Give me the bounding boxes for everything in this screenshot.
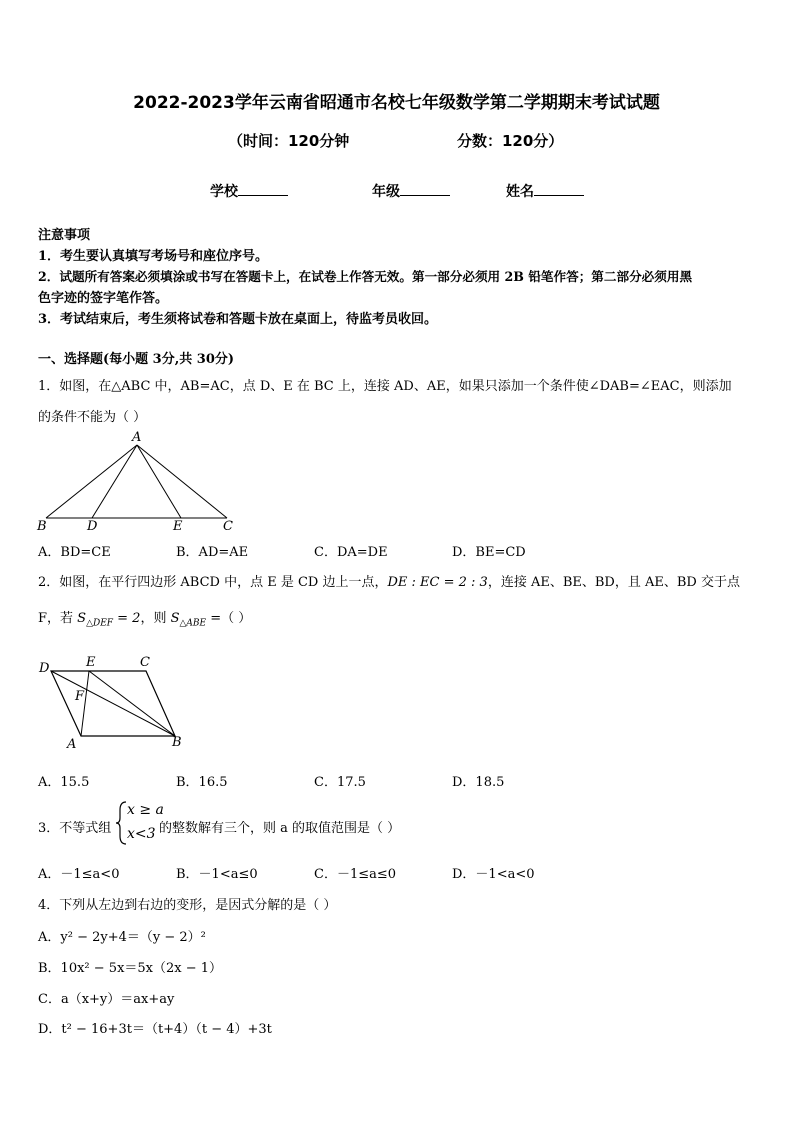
q1-option-c[interactable]: C．DA=DE [314, 545, 388, 560]
q1-label-e: E [173, 519, 183, 534]
q4-option-c[interactable]: C．a（x+y）＝ax+ay [38, 992, 175, 1007]
q3-stem-prefix: 3．不等式组 [38, 821, 112, 836]
q2-label-c: C [140, 655, 150, 670]
name-label: 姓名 [506, 184, 534, 200]
grade-field [372, 181, 450, 201]
q1-stem-line1: 1．如图，在△ABC 中，AB=AC，点 D、E 在 BC 上，连接 AD、AE，如果只添加一个条件使∠DAB=∠EAC，则添加 [38, 379, 732, 394]
q1-label-b: B [37, 519, 47, 534]
school-label: 学校 [210, 184, 238, 200]
q3-option-a[interactable]: A．－1≤a<0 [38, 867, 120, 882]
q3-option-c[interactable]: C．－1≤a≤0 [314, 867, 397, 882]
q3-inequality-2: x<3 [127, 826, 156, 842]
q2-stem-line2 [38, 607, 251, 629]
q2-area-sub: △DEF [86, 618, 114, 629]
grade-label: 年级 [372, 184, 400, 200]
q2-option-d[interactable]: D．18.5 [452, 775, 505, 790]
school-blank [238, 183, 288, 196]
q2-label-f: F [75, 689, 85, 704]
q2-label-e: E [86, 655, 96, 670]
q3-inequality-1: x ≥ a [127, 802, 164, 818]
q2-stem-part5: =（ ） [206, 611, 252, 626]
school-field [210, 181, 288, 201]
q2-label-d: D [39, 661, 50, 676]
notice-item: 2．试题所有答案必须填涂或书写在答题卡上，在试卷上作答无效。第一部分必须用 2B 铅笔作答；第二部分必须用黑 [38, 269, 693, 284]
section-heading: 一、选择题(每小题 3分,共 30分) [38, 352, 235, 367]
q4-option-a[interactable]: A．y² − 2y+4＝（y − 2）² [38, 930, 206, 945]
q1-option-b[interactable]: B．AD=AE [176, 545, 249, 560]
notice-item: 1．考生要认真填写考场号和座位序号。 [38, 249, 269, 264]
q2-parallelogram-figure [34, 652, 194, 754]
q1-stem-line2: 的条件不能为（ ） [38, 410, 147, 425]
q4-option-d[interactable]: D．t² − 16+3t＝（t+4）（t − 4）+3t [38, 1022, 272, 1037]
q4-stem: 4．下列从左边到右边的变形，是因式分解的是（ ） [38, 898, 337, 913]
q2-area-symbol: S [77, 611, 87, 626]
q1-label-a: A [132, 430, 142, 445]
q1-label-d: D [87, 519, 98, 534]
name-blank [534, 183, 584, 196]
q4-option-b[interactable]: B．10x² − 5x＝5x（2x − 1） [38, 961, 223, 976]
q1-label-c: C [223, 519, 233, 534]
grade-blank [400, 183, 450, 196]
notice-item: 色字迹的签字笔作答。 [38, 291, 169, 306]
q2-stem-part2: ，连接 AE、BE、BD，且 AE、BD 交于点 [487, 575, 740, 590]
q2-area-value: = 2 [113, 611, 141, 626]
exam-time: （时间：120分钟 [228, 132, 350, 150]
q2-stem-part4: ，则 [140, 611, 171, 626]
q1-triangle-figure [34, 428, 244, 536]
q1-option-a[interactable]: A．BD=CE [38, 545, 111, 560]
q2-stem-part3: F，若 [38, 611, 78, 626]
q2-option-a[interactable]: A．15.5 [38, 775, 90, 790]
q1-option-d[interactable]: D．BE=CD [452, 545, 526, 560]
q3-option-b[interactable]: B．－1<a≤0 [176, 867, 258, 882]
q3-stem-suffix: 的整数解有三个，则 a 的取值范围是（ ） [159, 821, 401, 836]
q2-area-symbol2: S [170, 611, 180, 626]
q2-ratio: DE : EC = 2 : 3 [387, 575, 488, 590]
q3-option-d[interactable]: D．－1<a<0 [452, 867, 535, 882]
q2-option-b[interactable]: B．16.5 [176, 775, 228, 790]
q2-label-b: B [172, 735, 182, 750]
exam-score: 分数：120分） [457, 132, 564, 150]
q2-area-sub2: △ABE [179, 618, 207, 629]
q2-stem-part1: 2．如图，在平行四边形 ABCD 中，点 E 是 CD 边上一点， [38, 575, 388, 590]
q2-stem-line1 [38, 571, 740, 590]
notice-heading: 注意事项 [38, 228, 91, 243]
q2-label-a: A [67, 737, 77, 752]
name-field [506, 181, 584, 201]
q2-option-c[interactable]: C．17.5 [314, 775, 366, 790]
notice-item: 3．考试结束后，考生须将试卷和答题卡放在桌面上，待监考员收回。 [38, 312, 438, 327]
exam-title: 2022-2023学年云南省昭通市名校七年级数学第二学期期末考试试题 [133, 93, 660, 113]
